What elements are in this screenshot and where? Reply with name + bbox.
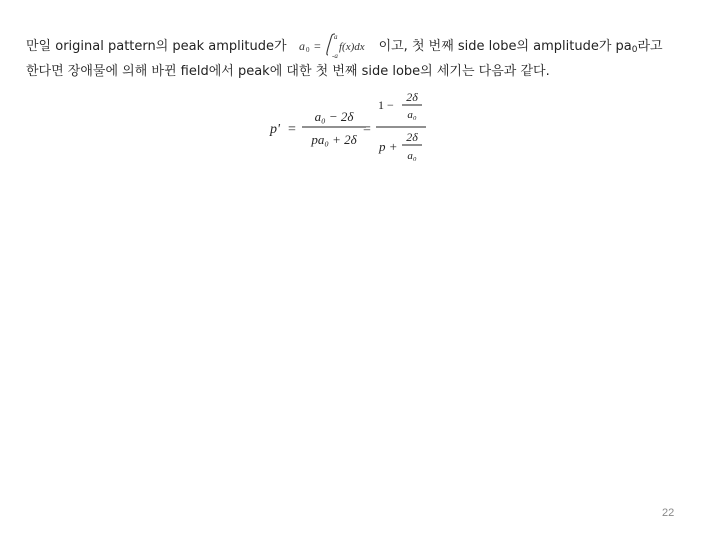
- side-lobe-equation: [268, 88, 428, 173]
- inline-integral-formula: [297, 33, 371, 59]
- equation-lhs: p': [270, 122, 280, 137]
- fraction2-denominator-top: 2δ: [406, 130, 418, 144]
- paragraph-line-2: 한다면 장애물에 의해 바뀐 field에서 peak에 대한 첫 번째 side lobe의 세기는 다음과 같다.: [26, 64, 550, 79]
- equation-equals-2: =: [363, 122, 371, 137]
- formula-lhs: a: [298, 39, 305, 53]
- fraction2-denominator-p: p +: [379, 139, 398, 154]
- formula-lower-limit: -a: [331, 52, 338, 59]
- fraction1-denominator: pa₀ + 2δ: [311, 132, 357, 147]
- formula-equals: =: [313, 39, 321, 53]
- formula-upper-limit: a: [333, 33, 338, 41]
- line1-subscript: 0: [631, 45, 638, 55]
- fraction1-numerator: a₀ − 2δ: [314, 109, 354, 124]
- fraction2-denominator-bottom: a₀: [407, 150, 417, 162]
- fraction2-numerator-bottom: a₀: [407, 109, 417, 121]
- line1-text-end: 라고: [637, 39, 663, 54]
- page-number: 22: [662, 507, 675, 519]
- fraction2-numerator-one: 1 −: [378, 98, 394, 112]
- equation-equals-1: =: [288, 122, 296, 137]
- fraction2-numerator-top: 2δ: [406, 90, 418, 104]
- formula-lhs-sub: 0: [305, 46, 310, 54]
- formula-integrand: f(x)dx: [338, 41, 365, 53]
- paragraph-line-1: [26, 35, 663, 60]
- line1-text-after: 이고, 첫 번째 side lobe의 amplitude가 pa: [378, 39, 632, 54]
- line1-text-before: 만일 original pattern의 peak amplitude가: [26, 39, 287, 54]
